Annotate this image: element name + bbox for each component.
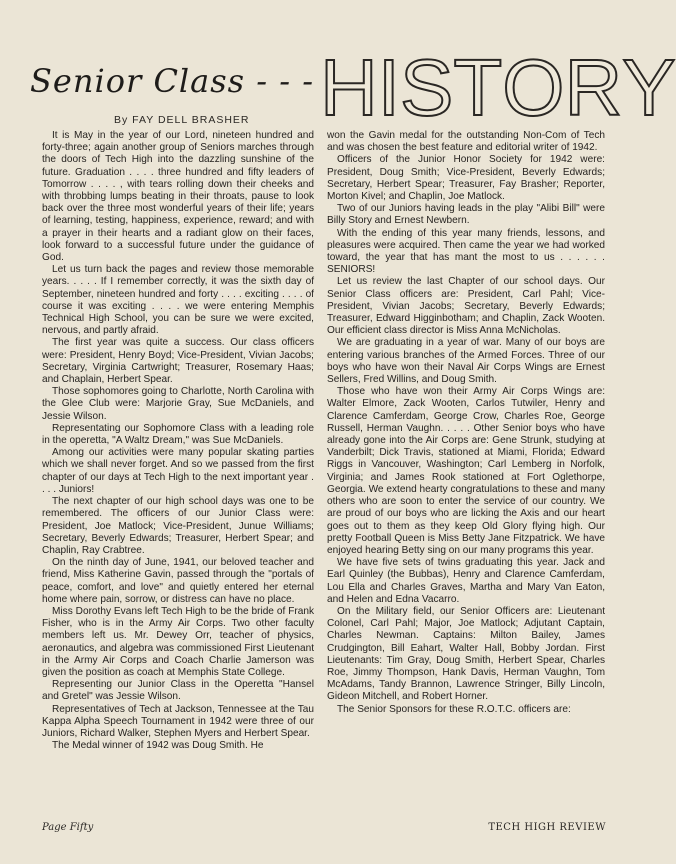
paragraph: We have five sets of twins graduating this year. Jack and Earl Quinley (the Bubbas), Henry and Clarence Camferdam, Lou Ella and Charles Graves, Martha and Mary Van Eaton, and Helen and Edna Vacarro. <box>327 557 605 605</box>
paragraph: The Senior Sponsors for these R.O.T.C. officers are: <box>337 703 571 715</box>
right-column <box>327 130 605 716</box>
script-title: Senior Class - - - <box>30 62 315 100</box>
title-letter: O <box>502 43 565 132</box>
history-title <box>320 43 676 132</box>
title-letter: T <box>453 43 503 132</box>
byline: By FAY DELL BRASHER <box>114 114 250 126</box>
paragraph: We are graduating in a year of war. Many of our boys are entering various branches of the Armed Forces. Three of our boys who have won their Naval Air Corps Wings are Ernest Sellers, Fred Willins, and Doug Smith. <box>327 337 605 386</box>
title-letter: H <box>320 43 378 132</box>
paragraph: On the Military field, our Senior Officers are: Lieutenant Colonel, Carl Pahl; Major, Joe Matlock; Adjutant Captain, Charles Newman. Captains: Milton Bailey, James Crudgington, Bill Eahart, Walter Hall, Bobby Jordan. First Lieutenants: Tim Gray, Doug Smith, Herbert Spear, Charles Roe, Jimmy Thompson, Hank Davis, Herman Vaughn, Tom McAdams, Tandy Brannon, Lawrence Stringer, Billy Lincoln, Gideon Mitchell, and Robert Horner. <box>327 605 605 703</box>
paragraph: On the ninth day of June, 1941, our beloved teacher and friend, Miss Katherine Gavin, passed through the "portals of peace, comfort, and love" and quietly entered her eternal home where pain, sorrow, or distress can have no place. <box>42 557 314 605</box>
paragraph: Representatives of Tech at Jackson, Tennessee at the Tau Kappa Alpha Speech Tournament in 1942 were three of our Juniors, Richard Walker, Stephen Myers and Herbert Spear. <box>42 703 314 739</box>
page-number: Page Fifty <box>42 822 94 833</box>
paragraph: Miss Dorothy Evans left Tech High to be the bride of Frank Fisher, who is in the Army Air Corps. Two other faculty members left us. Mr. Dewey Orr, teacher of physics, aeronautics, and algebra was commissioned First Lieutenant in the Army Air Corps and Coach Charlie Jamerson was given the position as coach at Memphis State College. <box>42 605 314 678</box>
paragraph: won the Gavin medal for the outstanding Non-Com of Tech and was chosen the best feature and editorial writer of 1942. <box>327 130 605 154</box>
paragraph: Let us turn back the pages and review those memorable years. . . . . If I remember correctly, it was the sixth day of September, nineteen hundred and forty . . . . exciting . . . . of course it was exciting . . . . we were entering Memphis Technical High School, you can be sure we were excited, nervous, and partly afraid. <box>42 264 314 337</box>
paragraph: Among our activities were many popular skating parties which we shall never forget. And so we passed from the first chapter of our days at Tech High to the next important year . . . . Juniors! <box>42 447 314 495</box>
paragraph: The Medal winner of 1942 was Doug Smith. He <box>52 740 264 752</box>
paragraph: With the ending of this year many friends, lessons, and pleasures were acquired. Then came the year we had worked toward, the year that has mant the most to us . . . . . . SENIORS! <box>327 227 605 276</box>
paragraph: The first year was quite a success. Our class officers were: President, Henry Boyd; Vice-President, Vivian Jacobs; Secretary, Virginia Cartwright; Treasurer, Rosemary Haas; and Chaplain, Herbert Spear. <box>42 337 314 386</box>
paragraph: Officers of the Junior Honor Society for 1942 were: President, Doug Smith; Vice-President, Beverly Edwards; Secretary, Herbert Spear; Treasurer, Fay Brasher; Reporter, Morton Kivel; and Chaplin, Joe Matlock. <box>327 154 605 203</box>
left-column <box>42 130 314 752</box>
title-letter: I <box>377 43 401 132</box>
title-letter: Y <box>622 43 676 132</box>
title-letter: R <box>564 43 623 132</box>
paragraph: Representing our Junior Class in the Operetta "Hansel and Gretel" was Jessie Wilson. <box>42 679 314 703</box>
paragraph: Let us review the last Chapter of our school days. Our Senior Class officers are: President, Carl Pahl; Vice-President, Vivian Jacobs; Secretary, Beverly Edwards; Treasurer, Edward Higginbotham; and Chaplin, Zack Wooten. Our efficient class director is Miss Anna McNicholas. <box>327 276 605 337</box>
title-letter: S <box>400 43 454 132</box>
paragraph: The next chapter of our high school days was one to be remembered. The officers of our Junior Class were: President, Joe Matlock; Vice-President, Junue Williams; Secretary, Beverly Edwards; Treasurer, Herbert Spear; and Chaplin, Ray Crabtree. <box>42 496 314 556</box>
publication-name: TECH HIGH REVIEW <box>488 822 606 833</box>
paragraph: Two of our Juniors having leads in the play "Alibi Bill" were Billy Story and Ernest Newbern. <box>327 203 605 227</box>
paragraph: It is May in the year of our Lord, nineteen hundred and forty-three; again another group of Seniors marches through the doors of Tech High into the dazzling sunshine of the future. Graduation . . . . three hundred and fifty leaders of Tomorrow . . . . , with tears rolling down their cheeks and with throbbing lumps beating in their throats, pause to look back over the three most wonderful years of their life; years of learning, testing, happiness, experience, reward; and with a prayer in their hearts and a radiant glow on their faces, look forward to a successful future under the guidance of God. <box>42 130 314 264</box>
paragraph: Those who have won their Army Air Corps Wings are: Walter Elmore, Zack Wooten, Carlos Tutwiler, Henry and Clarence Camferdam, George Crow, Charles Roe, George Russell, Herman Vaughn. . . . . Other Senior boys who have already gone into the Air Corps are: Gene Strunk, studying at Vanderbilt; Dick Travis, stationed at Miami, Florida; Edward Riggs in Vancouver, Washington; Carl Lemberg in Norfolk, Virginia; and James Rook stationed at Fort Oglethorpe, Georgia. We extend hearty congratulations to these and many others who are soon to enter the service of our country. We are proud of our boys who are licking the Axis and our heart goes out to them as they keep Old Glory flying high. Our pretty Football Queen is Miss Betty Jane Fitzpatrick. We have enjoyed hearing Betty sing on our many programs this year. <box>327 386 605 556</box>
paragraph: Those sophomores going to Charlotte, North Carolina with the Glee Club were: Marjorie Gray, Sue McDaniels, and Jessie Wilson. <box>42 386 314 422</box>
paragraph: Representating our Sophomore Class with a leading role in the operetta, "A Waltz Dream," was Sue McDaniels. <box>42 422 314 447</box>
